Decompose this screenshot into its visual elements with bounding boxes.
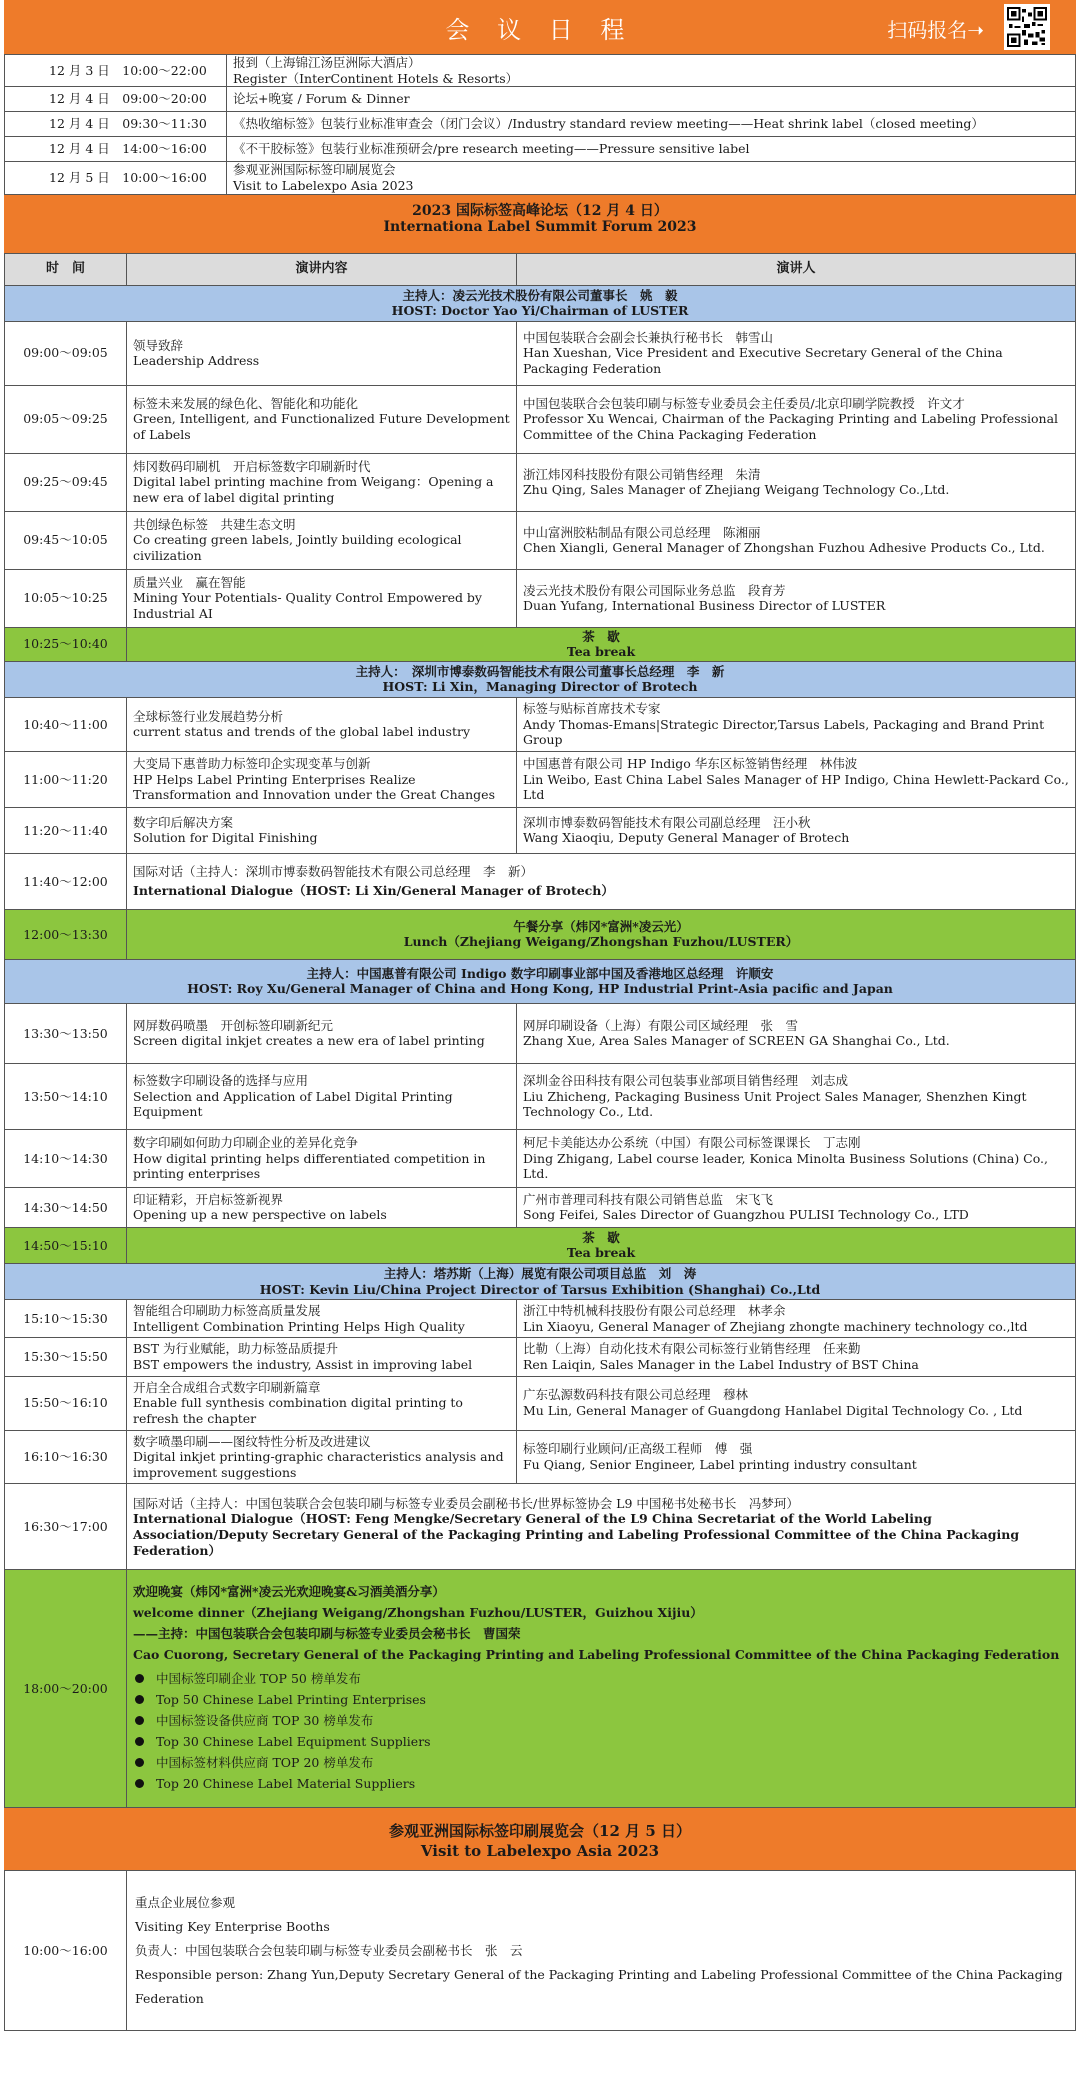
speaker-cn: 柯尼卡美能达办公系统（中国）有限公司标签课课长 丁志刚 xyxy=(523,1134,861,1150)
topic-cn: 网屏数码喷墨 开创标签印刷新纪元 xyxy=(133,1017,334,1033)
ranking-item xyxy=(133,1668,1069,1689)
host-row-3 xyxy=(5,959,1076,1003)
expo-title-banner xyxy=(4,1808,1076,1870)
lunch-time: 12:00～13:30 xyxy=(5,909,127,959)
dinner-row xyxy=(5,1570,1076,1808)
topic-en: Screen digital inkjet creates a new era of label printing xyxy=(133,1033,485,1049)
column-header-speaker: 演讲人 xyxy=(517,253,1076,285)
session-topic xyxy=(127,1063,517,1129)
session-row xyxy=(5,321,1076,385)
dialogue-row xyxy=(5,853,1076,909)
speaker-cn: 凌云光技术股份有限公司国际业务总监 段育芳 xyxy=(523,582,786,598)
lunch-en: Lunch（Zhejiang Weigang/Zhongshan Fuzhou/LUSTER） xyxy=(403,934,799,950)
speaker-en: Wang Xiaoqiu, Deputy General Manager of Brotech xyxy=(523,830,850,846)
dinner-time: 18:00～20:00 xyxy=(5,1570,127,1808)
session-row xyxy=(5,1129,1076,1187)
speaker-cn: 中国包装联合会包装印刷与标签专业委员会主任委员/北京印刷学院教授 许文才 xyxy=(523,395,965,411)
topic-cn: 数字喷墨印刷——图纹特性分析及改进建议 xyxy=(133,1433,371,1449)
speaker-cn: 中国包装联合会副会长兼执行秘书长 韩雪山 xyxy=(523,329,774,345)
topic-en: Selection and Application of Label Digital Printing Equipment xyxy=(133,1088,453,1120)
ranking-text: Top 50 Chinese Label Printing Enterprises xyxy=(156,1691,426,1707)
break-label xyxy=(127,1227,1076,1263)
host-row-1 xyxy=(5,285,1076,321)
dialogue-content xyxy=(127,853,1076,909)
topic-en: Intelligent Combination Printing Helps High Quality xyxy=(133,1318,465,1334)
session-row xyxy=(5,1003,1076,1063)
bullet-icon xyxy=(135,1674,144,1683)
expo-line-cn: 重点企业展位参观 xyxy=(135,1894,236,1910)
break-time: 14:50～15:10 xyxy=(5,1227,127,1263)
schedule-content-cn: 参观亚洲国际标签印刷展览会 xyxy=(233,162,396,178)
session-topic xyxy=(127,698,517,752)
dialogue-en: International Dialogue（HOST: Feng Mengke/Secretary General of the L9 China Secretariat of the World Labeling Association/Deputy Secretary General of the Packaging Printing and Labeling Professional Committee of the China Packaging Federation） xyxy=(133,1511,1020,1558)
expo-table xyxy=(4,1870,1076,2031)
qr-code-icon[interactable] xyxy=(1004,4,1050,50)
ranking-item xyxy=(133,1752,1069,1773)
host-row-4 xyxy=(5,1263,1076,1299)
schedule-date: 12 月 4 日 14:00～16:00 xyxy=(5,137,227,162)
session-speaker xyxy=(517,1129,1076,1187)
speaker-cn: 广东弘源数码科技有限公司总经理 穆林 xyxy=(523,1387,749,1403)
topic-cn: 印证精彩，开启标签新视界 xyxy=(133,1191,284,1207)
expo-responsible-cn: 负责人：中国包装联合会包装印刷与标签专业委员会副秘书长 张 云 xyxy=(135,1942,523,1958)
speaker-cn: 浙江炜冈科技股份有限公司销售经理 朱清 xyxy=(523,466,761,482)
forum-title-en: Internationa Label Summit Forum 2023 xyxy=(383,219,697,236)
bullet-icon xyxy=(135,1758,144,1767)
speaker-cn: 深圳市博泰数码智能技术有限公司副总经理 汪小秋 xyxy=(523,814,811,830)
session-row xyxy=(5,751,1076,807)
schedule-row xyxy=(5,162,1076,194)
ranking-item xyxy=(133,1689,1069,1710)
dialogue-cn: 国际对话（主持人：中国包装联合会包装印刷与标签专业委员会副秘书长/世界标签协会 L9 中国秘书处秘书长 冯梦珂） xyxy=(133,1495,799,1511)
session-speaker xyxy=(517,1338,1076,1376)
topic-en: BST empowers the industry, Assist in improving label xyxy=(133,1357,473,1372)
dialogue-row xyxy=(5,1484,1076,1570)
session-topic xyxy=(127,1003,517,1063)
session-time: 11:20～11:40 xyxy=(5,807,127,853)
session-time: 14:30～14:50 xyxy=(5,1187,127,1227)
column-header-topic: 演讲内容 xyxy=(127,253,517,285)
session-time: 10:40～11:00 xyxy=(5,698,127,752)
session-time: 14:10～14:30 xyxy=(5,1129,127,1187)
session-topic xyxy=(127,511,517,569)
topic-cn: 质量兴业 赢在智能 xyxy=(133,574,246,590)
session-speaker xyxy=(517,1187,1076,1227)
session-time: 09:25～09:45 xyxy=(5,453,127,511)
speaker-en: Zhu Qing, Sales Manager of Zhejiang Weigang Technology Co.,Ltd. xyxy=(523,482,950,498)
schedule-header xyxy=(4,0,1076,54)
session-speaker xyxy=(517,321,1076,385)
session-topic xyxy=(127,1430,517,1484)
schedule-overview-table xyxy=(4,54,1076,195)
forum-title-cn: 2023 国际标签高峰论坛（12 月 4 日） xyxy=(412,202,668,219)
schedule-row xyxy=(5,112,1076,137)
topic-en: Leadership Address xyxy=(133,353,260,369)
session-row xyxy=(5,1376,1076,1430)
speaker-cn: 标签与贴标首席技术专家 xyxy=(523,701,661,716)
speaker-en: Han Xueshan, Vice President and Executive Secretary General of the China Packaging Federation xyxy=(523,345,1003,377)
topic-cn: 全球标签行业发展趋势分析 xyxy=(133,708,284,724)
session-topic xyxy=(127,1187,517,1227)
break-en: Tea break xyxy=(566,1245,636,1261)
session-time: 13:50～14:10 xyxy=(5,1063,127,1129)
session-speaker xyxy=(517,453,1076,511)
topic-cn: 大变局下惠普助力标签印企实现变革与创新 xyxy=(133,755,371,771)
topic-cn: 数字印刷如何助力印刷企业的差异化竞争 xyxy=(133,1134,359,1150)
session-topic xyxy=(127,1129,517,1187)
session-time: 13:30～13:50 xyxy=(5,1003,127,1063)
ranking-text: Top 30 Chinese Label Equipment Suppliers xyxy=(156,1733,431,1749)
schedule-row xyxy=(5,87,1076,112)
topic-cn: 标签数字印刷设备的选择与应用 xyxy=(133,1072,309,1088)
bullet-icon xyxy=(135,1716,144,1725)
dinner-host-en: Cao Cuorong, Secretary General of the Packaging Printing and Labeling Professional Committee of the China Packaging Federation xyxy=(133,1646,1060,1662)
topic-en: Opening up a new perspective on labels xyxy=(133,1207,387,1223)
host-cell xyxy=(5,1263,1076,1299)
expo-time: 10:00～16:00 xyxy=(5,1871,127,2031)
break-cn: 茶 歇 xyxy=(582,628,620,644)
topic-en: Solution for Digital Finishing xyxy=(133,830,318,846)
host-cell xyxy=(5,661,1076,697)
session-speaker xyxy=(517,1300,1076,1338)
bullet-icon xyxy=(135,1737,144,1746)
topic-en: HP Helps Label Printing Enterprises Realize Transformation and Innovation under the Great Changes xyxy=(133,771,495,803)
speaker-cn: 中山富洲胶粘制品有限公司总经理 陈湘丽 xyxy=(523,524,761,540)
topic-cn: 开启全合成组合式数字印刷新篇章 xyxy=(133,1379,321,1395)
schedule-content xyxy=(227,87,1076,112)
session-time: 15:10～15:30 xyxy=(5,1300,127,1338)
topic-en: Digital inkjet printing-graphic characteristics analysis and improvement suggestions xyxy=(133,1449,504,1480)
schedule-content-en: Register（InterContinent Hotels & Resorts） xyxy=(233,70,519,86)
session-topic xyxy=(127,1300,517,1338)
speaker-cn: 网屏印刷设备（上海）有限公司区域经理 张 雪 xyxy=(523,1017,799,1033)
topic-en: current status and trends of the global label industry xyxy=(133,724,471,740)
topic-cn: 炜冈数码印刷机 开启标签数字印刷新时代 xyxy=(133,458,371,474)
session-time: 10:05～10:25 xyxy=(5,569,127,627)
ranking-text: 中国标签印刷企业 TOP 50 榜单发布 xyxy=(156,1670,361,1686)
session-time: 09:45～10:05 xyxy=(5,511,127,569)
speaker-en: Liu Zhicheng, Packaging Business Unit Project Sales Manager, Shenzhen Kingt Technology Co., Ltd. xyxy=(523,1088,1027,1120)
schedule-content-cn: 报到（上海锦江汤臣洲际大酒店） xyxy=(233,55,421,70)
session-speaker xyxy=(517,1430,1076,1484)
speaker-en: Ren Laiqin, Sales Manager in the Label Industry of BST China xyxy=(523,1357,919,1372)
speaker-cn: 广州市普理司科技有限公司销售总监 宋飞飞 xyxy=(523,1191,774,1207)
dialogue-time: 16:30～17:00 xyxy=(5,1484,127,1570)
session-topic xyxy=(127,321,517,385)
break-label xyxy=(127,627,1076,661)
lunch-cn: 午餐分享（炜冈*富洲*凌云光） xyxy=(513,918,689,934)
dinner-host-cn: ——主持：中国包装联合会包装印刷与标签专业委员会秘书长 曹国荣 xyxy=(133,1625,521,1641)
topic-cn: 数字印后解决方案 xyxy=(133,814,234,830)
schedule-content xyxy=(227,162,1076,194)
lunch-row xyxy=(5,909,1076,959)
schedule-date: 12 月 5 日 10:00～16:00 xyxy=(5,162,227,194)
speaker-en: Lin Xiaoyu, General Manager of Zhejiang zhongte machinery technology co.,ltd xyxy=(523,1318,1028,1334)
schedule-date: 12 月 4 日 09:00～20:00 xyxy=(5,87,227,112)
topic-en: Co creating green labels, Jointly building ecological civilization xyxy=(133,532,462,564)
host-en: HOST: Kevin Liu/China Project Director of Tarsus Exhibition (Shanghai) Co.,Ltd xyxy=(259,1281,821,1297)
speaker-cn: 标签印刷行业顾问/正高级工程师 傅 强 xyxy=(523,1441,753,1457)
schedule-title: 会 议 日 程 xyxy=(445,15,635,44)
schedule-date: 12 月 4 日 09:30～11:30 xyxy=(5,112,227,137)
dinner-title-cn: 欢迎晚宴（炜冈*富洲*凌云光欢迎晚宴&习酒美酒分享） xyxy=(133,1583,445,1599)
topic-en: Digital label printing machine from Weigang：Opening a new era of label digital printing xyxy=(133,474,494,506)
speaker-en: Song Feifei, Sales Director of Guangzhou PULISI Technology Co., LTD xyxy=(523,1207,969,1223)
topic-cn: 共创绿色标签 共建生态文明 xyxy=(133,516,296,532)
session-time: 15:30～15:50 xyxy=(5,1338,127,1376)
expo-title-cn: 参观亚洲国际标签印刷展览会（12 月 5 日） xyxy=(389,1822,691,1841)
topic-cn: 标签未来发展的绿色化、智能化和功能化 xyxy=(133,395,359,411)
speaker-en: Professor Xu Wencai, Chairman of the Packaging Printing and Labeling Professional Committee of the China Packaging Federation xyxy=(523,411,1059,443)
expo-line-en: Visiting Key Enterprise Booths xyxy=(135,1918,330,1934)
bullet-icon xyxy=(135,1695,144,1704)
host-cn: 主持人： 深圳市博泰数码智能技术有限公司董事长总经理 李 新 xyxy=(355,663,725,679)
speaker-en: Zhang Xue, Area Sales Manager of SCREEN GA Shanghai Co., Ltd. xyxy=(523,1033,950,1049)
ranking-item xyxy=(133,1710,1069,1731)
ranking-text: 中国标签设备供应商 TOP 30 榜单发布 xyxy=(156,1712,374,1728)
tea-break-row xyxy=(5,1227,1076,1263)
session-speaker xyxy=(517,1376,1076,1430)
speaker-en: Fu Qiang, Senior Engineer, Label printing industry consultant xyxy=(523,1456,917,1472)
forum-table xyxy=(4,253,1076,1809)
session-time: 09:00～09:05 xyxy=(5,321,127,385)
dinner-title-en: welcome dinner（Zhejiang Weigang/Zhongshan Fuzhou/LUSTER，Guizhou Xijiu） xyxy=(133,1604,703,1620)
expo-responsible-en: Responsible person: Zhang Yun,Deputy Secretary General of the Packaging Printing and Labeling Professional Committee of the China Packaging Federation xyxy=(135,1966,1063,2006)
host-cn: 主持人：塔苏斯（上海）展览有限公司项目总监 刘 涛 xyxy=(383,1265,697,1281)
speaker-en: Duan Yufang, International Business Director of LUSTER xyxy=(523,598,886,614)
speaker-cn: 深圳金谷田科技有限公司包装事业部项目销售经理 刘志成 xyxy=(523,1072,849,1088)
expo-content xyxy=(127,1871,1076,2031)
expo-row xyxy=(5,1871,1076,2031)
break-en: Tea break xyxy=(566,644,636,660)
schedule-row xyxy=(5,137,1076,162)
dialogue-time: 11:40～12:00 xyxy=(5,853,127,909)
tea-break-row xyxy=(5,627,1076,661)
session-speaker xyxy=(517,1003,1076,1063)
session-row xyxy=(5,385,1076,453)
session-row xyxy=(5,1300,1076,1338)
session-time: 15:50～16:10 xyxy=(5,1376,127,1430)
schedule-content-cn: 论坛+晚宴 / Forum & Dinner xyxy=(233,91,410,107)
topic-cn: 领导致辞 xyxy=(133,337,184,353)
dialogue-cn: 国际对话（主持人：深圳市博泰数码智能技术有限公司总经理 李 新） xyxy=(133,863,534,879)
session-speaker xyxy=(517,807,1076,853)
session-time: 16:10～16:30 xyxy=(5,1430,127,1484)
schedule-content xyxy=(227,137,1076,162)
ranking-text: Top 20 Chinese Label Material Suppliers xyxy=(156,1775,416,1791)
break-cn: 茶 歇 xyxy=(582,1229,620,1245)
session-speaker xyxy=(517,511,1076,569)
host-cell xyxy=(5,959,1076,1003)
expo-title-en: Visit to Labelexpo Asia 2023 xyxy=(420,1841,660,1860)
session-row xyxy=(5,1187,1076,1227)
topic-en: Enable full synthesis combination digital printing to refresh the chapter xyxy=(133,1395,463,1426)
session-row xyxy=(5,1063,1076,1129)
session-speaker xyxy=(517,385,1076,453)
session-row xyxy=(5,511,1076,569)
dialogue-en: International Dialogue（HOST: Li Xin/General Manager of Brotech） xyxy=(133,883,614,899)
schedule-row xyxy=(5,55,1076,87)
topic-en: How digital printing helps differentiated competition in printing enterprises xyxy=(133,1150,486,1182)
speaker-en: Ding Zhigang, Label course leader, Konica Minolta Business Solutions (China) Co., Ltd. xyxy=(523,1150,1048,1182)
session-topic xyxy=(127,807,517,853)
speaker-en: Lin Weibo, East China Label Sales Manager of HP Indigo, China Hewlett-Packard Co., Ltd xyxy=(523,771,1069,803)
host-cn: 主持人：凌云光技术股份有限公司董事长 姚 毅 xyxy=(402,287,678,303)
session-speaker xyxy=(517,751,1076,807)
session-speaker xyxy=(517,698,1076,752)
schedule-content-cn: 《热收缩标签》包装行业标准审查会（闭门会议）/Industry standard review meeting——Heat shrink label（closed meeting） xyxy=(233,116,984,132)
topic-cn: 智能组合印刷助力标签高质量发展 xyxy=(133,1303,321,1319)
scan-to-register-label[interactable]: 扫码报名➝ xyxy=(887,18,984,42)
topic-en: Green, Intelligent, and Functionalized Future Development of Labels xyxy=(133,411,510,443)
session-speaker xyxy=(517,569,1076,627)
ranking-item xyxy=(133,1731,1069,1752)
speaker-en: Chen Xiangli, General Manager of Zhongshan Fuzhou Adhesive Products Co., Ltd. xyxy=(523,540,1045,556)
session-row xyxy=(5,453,1076,511)
speaker-cn: 中国惠普有限公司 HP Indigo 华东区标签销售经理 林伟波 xyxy=(523,755,858,771)
speaker-en: Andy Thomas-Emans|Strategic Director,Tarsus Labels, Packaging and Brand Print Group xyxy=(523,716,1045,748)
topic-en: Mining Your Potentials- Quality Control Empowered by Industrial AI xyxy=(133,590,482,622)
host-en: HOST: Li Xin，Managing Director of Brotech xyxy=(382,679,698,695)
ranking-item xyxy=(133,1773,1069,1794)
dinner-content xyxy=(127,1570,1076,1808)
session-topic xyxy=(127,1376,517,1430)
ranking-text: 中国标签材料供应商 TOP 20 榜单发布 xyxy=(156,1754,374,1770)
session-topic xyxy=(127,569,517,627)
speaker-en: Mu Lin, General Manager of Guangdong Hanlabel Digital Technology Co. , Ltd xyxy=(523,1403,1023,1419)
host-cn: 主持人：中国惠普有限公司 Indigo 数字印刷事业部中国及香港地区总经理 许顺安 xyxy=(306,965,774,981)
session-row xyxy=(5,1338,1076,1376)
session-row xyxy=(5,807,1076,853)
schedule-content xyxy=(227,112,1076,137)
lunch-label xyxy=(127,909,1076,959)
session-time: 11:00～11:20 xyxy=(5,751,127,807)
column-header-row xyxy=(5,253,1076,285)
session-topic xyxy=(127,1338,517,1376)
host-row-2 xyxy=(5,661,1076,697)
speaker-cn: 浙江中特机械科技股份有限公司总经理 林孝余 xyxy=(523,1303,786,1319)
forum-title-banner xyxy=(4,195,1076,253)
bullet-icon xyxy=(135,1779,144,1788)
column-header-time: 时 间 xyxy=(5,253,127,285)
topic-cn: BST 为行业赋能，助力标签品质提升 xyxy=(133,1341,339,1357)
session-row xyxy=(5,698,1076,752)
dialogue-content xyxy=(127,1484,1076,1570)
session-topic xyxy=(127,751,517,807)
session-row xyxy=(5,569,1076,627)
session-topic xyxy=(127,453,517,511)
host-cell xyxy=(5,285,1076,321)
schedule-content-en: Visit to Labelexpo Asia 2023 xyxy=(233,177,414,193)
schedule-content xyxy=(227,55,1076,87)
session-topic xyxy=(127,385,517,453)
host-en: HOST: Roy Xu/General Manager of China and Hong Kong, HP Industrial Print-Asia pacific and Japan xyxy=(187,981,893,997)
schedule-content-cn: 《不干胶标签》包装行业标准预研会/pre research meeting——Pressure sensitive label xyxy=(233,141,750,157)
session-row xyxy=(5,1430,1076,1484)
session-time: 09:05～09:25 xyxy=(5,385,127,453)
session-speaker xyxy=(517,1063,1076,1129)
speaker-cn: 比勒（上海）自动化技术有限公司标签行业销售经理 任来勤 xyxy=(523,1341,861,1357)
host-en: HOST: Doctor Yao Yi/Chairman of LUSTER xyxy=(391,303,689,319)
break-time: 10:25～10:40 xyxy=(5,627,127,661)
schedule-date: 12 月 3 日 10:00～22:00 xyxy=(5,55,227,87)
